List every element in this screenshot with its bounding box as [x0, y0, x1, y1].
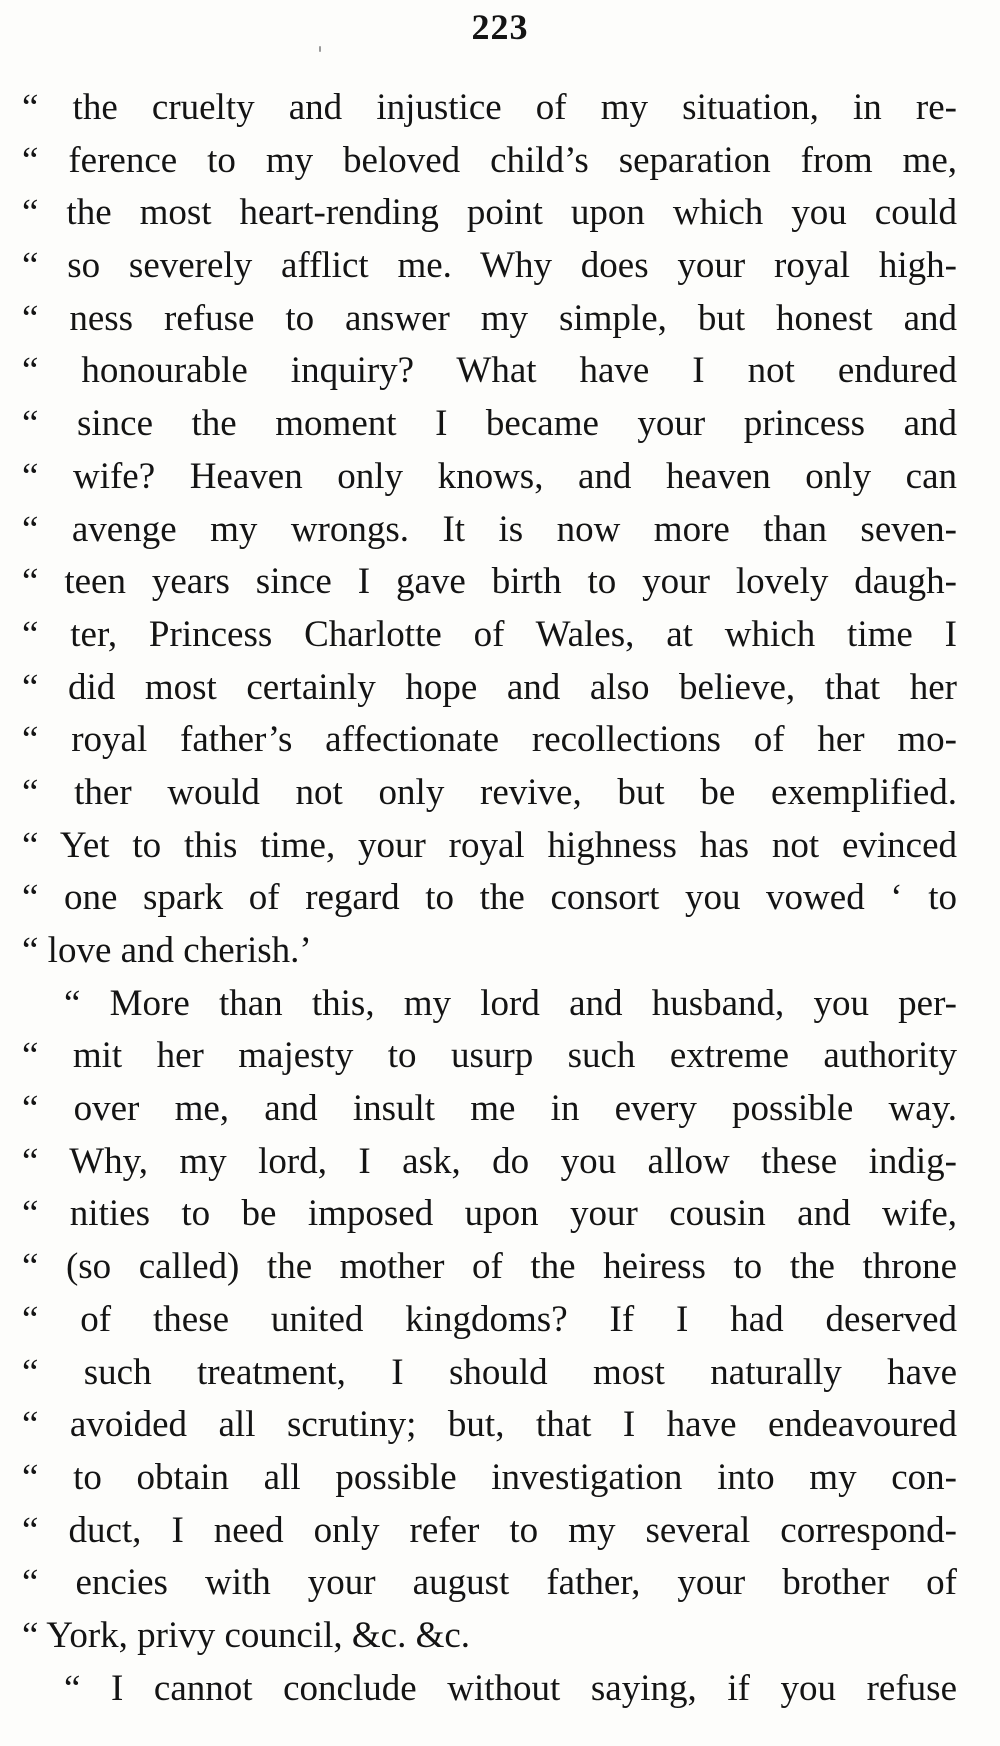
- paragraph-end-line: “ love and cherish.’: [22, 930, 312, 971]
- body-text: [22, 82, 957, 1715]
- text-line: “ mit her majesty to usurp such extreme authority: [22, 1035, 957, 1077]
- text-line: “ one spark of regard to the consort you vowed ‘ to: [22, 877, 957, 919]
- text-line: “ Yet to this time, your royal highness has not evinced: [22, 824, 957, 866]
- text-line: “ teen years since I gave birth to your lovely daugh-: [22, 561, 957, 603]
- text-line: “ did most certainly hope and also believe, that her: [22, 666, 957, 708]
- text-line: “ (so called) the mother of the heiress to the throne: [22, 1246, 957, 1288]
- text-line: “ so severely afflict me. Why does your royal high-: [22, 245, 957, 287]
- text-line: “ ness refuse to answer my simple, but honest and: [22, 297, 957, 339]
- text-line: “ Why, my lord, I ask, do you allow these indig-: [22, 1140, 957, 1182]
- text-line: “ royal father’s affectionate recollections of her mo-: [22, 719, 957, 761]
- text-line: “ ther would not only revive, but be exemplified.: [22, 771, 957, 813]
- text-line: “ wife? Heaven only knows, and heaven only can: [22, 455, 957, 497]
- text-line: “ encies with your august father, your brother of: [22, 1562, 957, 1604]
- text-line: “ to obtain all possible investigation into my con-: [22, 1456, 957, 1498]
- text-line: “ since the moment I became your princess and: [22, 403, 957, 445]
- page-number: 223: [471, 7, 529, 47]
- text-line: “ ter, Princess Charlotte of Wales, at which time I: [22, 613, 957, 655]
- text-line: “ such treatment, I should most naturally have: [22, 1351, 957, 1393]
- text-line: “ nities to be imposed upon your cousin and wife,: [22, 1193, 957, 1235]
- text-line: “ avoided all scrutiny; but, that I have endeavoured: [22, 1404, 957, 1446]
- text-line: “ over me, and insult me in every possible way.: [22, 1088, 957, 1130]
- text-line: “ honourable inquiry? What have I not endured: [22, 350, 957, 392]
- text-line: “ the cruelty and injustice of my situation, in re-: [22, 87, 957, 128]
- paragraph-start-line: “ More than this, my lord and husband, you per-: [64, 982, 957, 1024]
- paragraph-end-line: “ York, privy council, &c. &c.: [22, 1614, 471, 1656]
- text-line: “ of these united kingdoms? If I had deserved: [22, 1298, 957, 1340]
- text-line: “ avenge my wrongs. It is now more than seven-: [22, 508, 957, 550]
- text-line: “ duct, I need only refer to my several correspond-: [22, 1509, 957, 1551]
- paragraph-start-line: “ I cannot conclude without saying, if you refuse: [64, 1667, 957, 1709]
- text-line: “ the most heart-rending point upon which you could: [22, 192, 957, 234]
- text-line: “ ference to my beloved child’s separation from me,: [22, 139, 957, 181]
